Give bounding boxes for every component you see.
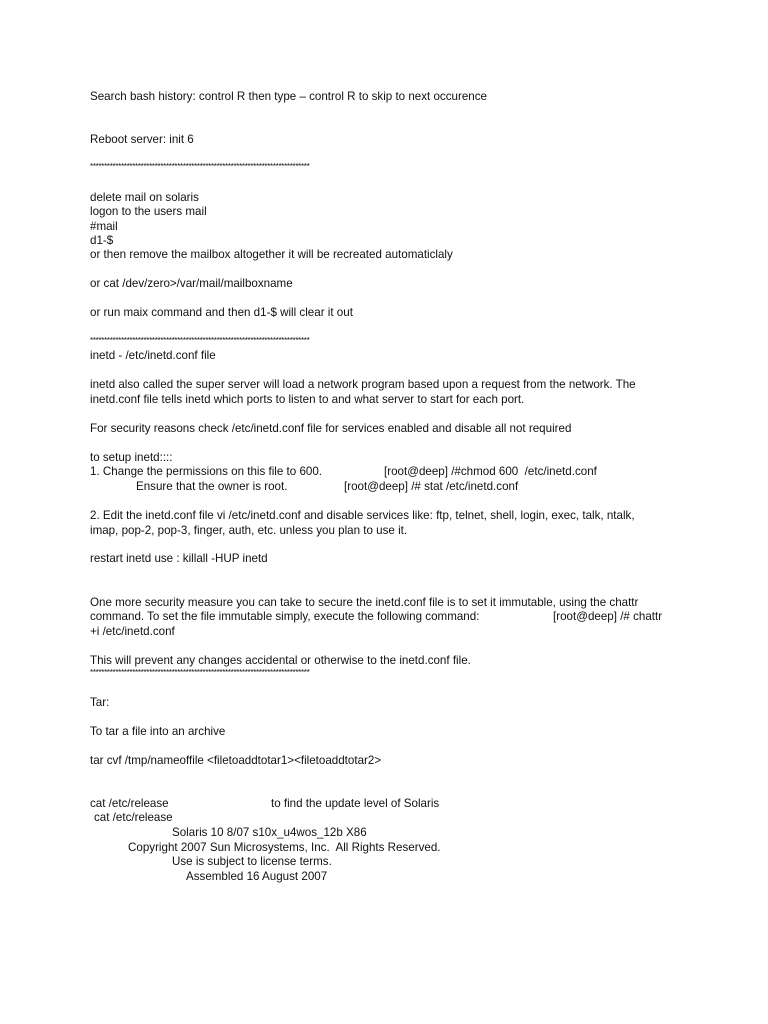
- line-update-level: to find the update level of Solaris: [271, 797, 440, 810]
- line-restart-inetd: restart inetd use : killall -HUP inetd: [90, 552, 268, 565]
- line-mail-command: #mail: [90, 220, 118, 233]
- line-copyright: Copyright 2007 Sun Microsystems, Inc. All Rights Reserved.: [128, 841, 441, 854]
- line-tar-description: To tar a file into an archive: [90, 725, 226, 738]
- line-license-terms: Use is subject to license terms.: [172, 855, 332, 868]
- line-step1-chmod-command: [root@deep] /#chmod 600 /etc/inetd.conf: [384, 465, 597, 478]
- line-stat-command: [root@deep] /# stat /etc/inetd.conf: [344, 480, 519, 493]
- line-immutable-intro: One more security measure you can take to secure the inetd.conf file is to set it immutable, using the chattr: [90, 596, 639, 609]
- line-step1-permissions: 1. Change the permissions on this file to 600.: [90, 465, 323, 478]
- line-tar-heading: Tar:: [90, 696, 110, 709]
- line-owner-root: Ensure that the owner is root.: [136, 480, 288, 493]
- line-d1-command: d1-$: [90, 234, 114, 247]
- line-inetd-conf-ports: inetd.conf file tells inetd which ports to listen to and what server to start for each port.: [90, 393, 525, 406]
- line-step2-services: imap, pop-2, pop-3, finger, auth, etc. unless you plan to use it.: [90, 524, 408, 537]
- line-inetd-super-server: inetd also called the super server will load a network program based upon a request from the network. The: [90, 378, 636, 391]
- line-inetd-heading: inetd - /etc/inetd.conf file: [90, 349, 216, 362]
- line-logon-mail: logon to the users mail: [90, 205, 207, 218]
- line-step2-edit: 2. Edit the inetd.conf file vi /etc/inetd.conf and disable services like: ftp, telnet, shell, login, exec, talk, ntalk,: [90, 509, 635, 522]
- line-delete-mail-heading: delete mail on solaris: [90, 191, 199, 204]
- separator-line-3: ******************************************************************************: [90, 668, 310, 677]
- line-immutable-command: command. To set the file immutable simply, execute the following command:: [90, 610, 480, 623]
- line-solaris-version: Solaris 10 8/07 s10x_u4wos_12b X86: [172, 826, 367, 839]
- line-setup-inetd: to setup inetd::::: [90, 451, 173, 464]
- line-cat-release-2: cat /etc/release: [94, 811, 173, 824]
- line-prevent-changes: This will prevent any changes accidental or otherwise to the inetd.conf file.: [90, 654, 471, 667]
- line-chattr-command: [root@deep] /# chattr: [553, 610, 663, 623]
- separator-line-1: ******************************************************************************: [90, 162, 310, 171]
- line-run-maix: or run maix command and then d1-$ will clear it out: [90, 306, 353, 319]
- line-cat-release: cat /etc/release: [90, 797, 169, 810]
- line-security-reasons: For security reasons check /etc/inetd.conf file for services enabled and disable all not required: [90, 422, 572, 435]
- line-chattr-file: +i /etc/inetd.conf: [90, 625, 175, 638]
- line-cat-dev-zero: or cat /dev/zero>/var/mail/mailboxname: [90, 277, 293, 290]
- line-tar-command: tar cvf /tmp/nameoffile <filetoaddtotar1><filetoaddtotar2>: [90, 754, 382, 767]
- separator-line-2: ******************************************************************************: [90, 336, 310, 345]
- line-reboot-server: Reboot server: init 6: [90, 133, 194, 146]
- line-remove-mailbox: or then remove the mailbox altogether it will be recreated automaticlaly: [90, 248, 453, 261]
- line-assembled-date: Assembled 16 August 2007: [186, 870, 328, 883]
- line-bash-history: Search bash history: control R then type – control R to skip to next occurence: [90, 90, 487, 103]
